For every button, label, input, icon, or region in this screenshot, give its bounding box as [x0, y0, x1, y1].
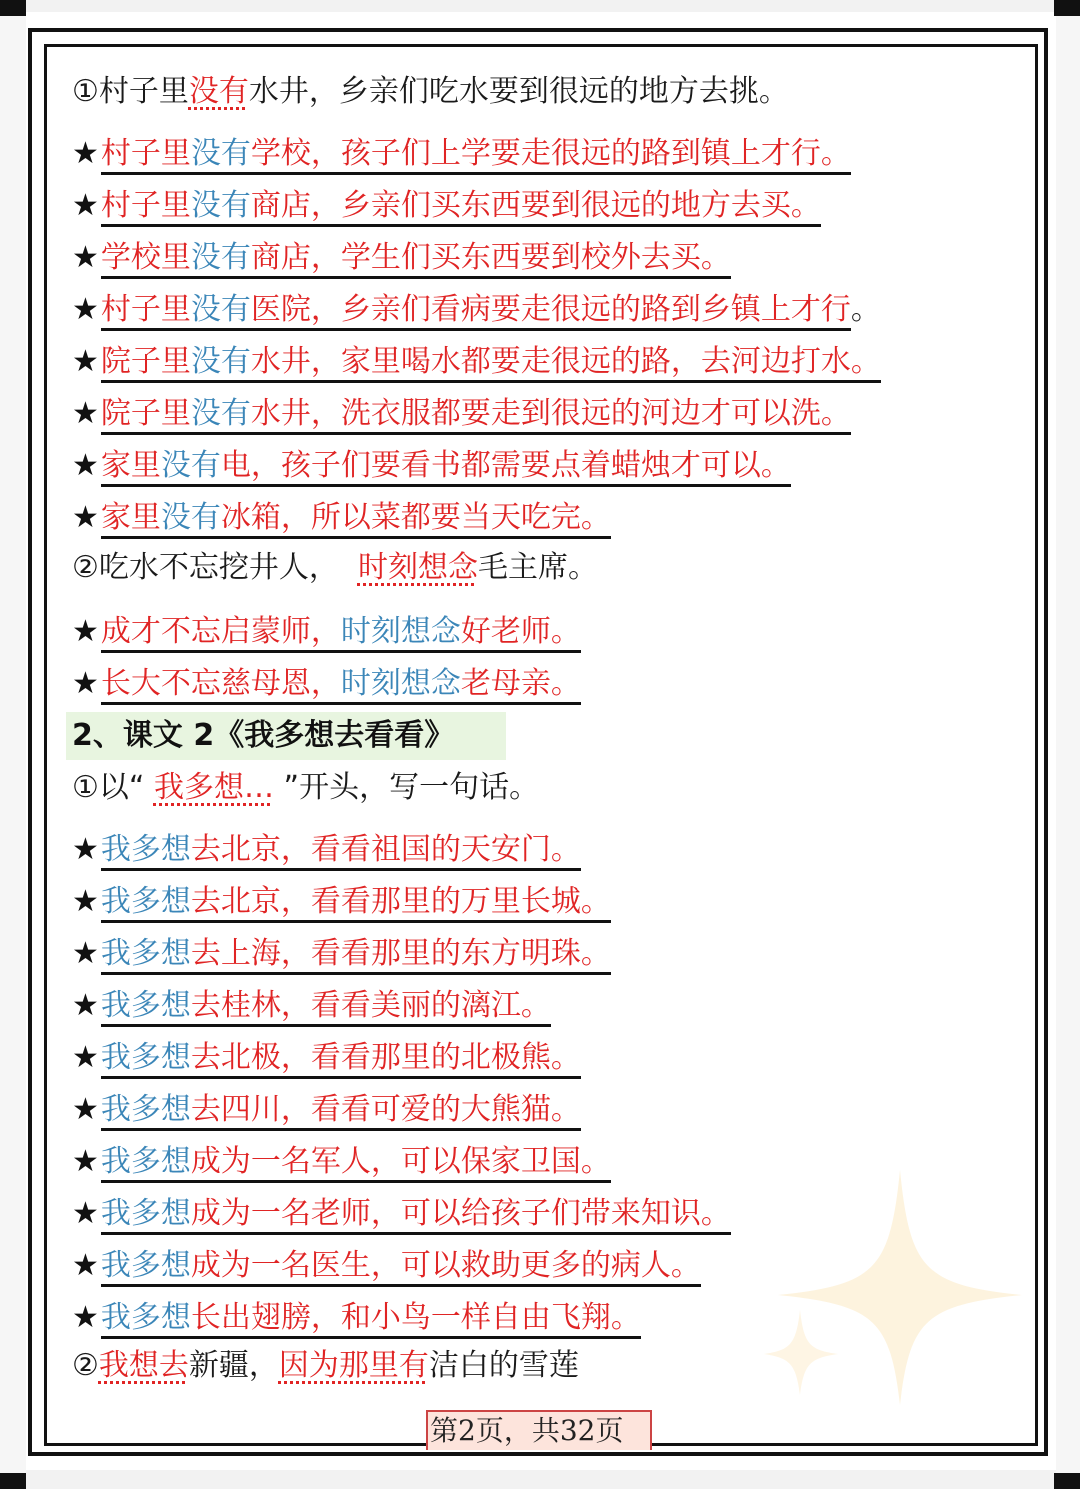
star-icon: ★ [72, 666, 99, 701]
keyword: 没有 [190, 240, 251, 275]
page-edge-left [0, 0, 26, 1489]
example-sentence [72, 1038, 581, 1078]
example-sentence [72, 934, 611, 974]
example-sentence [72, 664, 581, 704]
star-icon: ★ [72, 1248, 99, 1283]
keyword: 我多想 [100, 1196, 191, 1231]
example-sentence [72, 446, 791, 486]
keyword: 我多想 [100, 884, 191, 919]
star-icon: ★ [72, 1092, 99, 1127]
example-sentence [72, 290, 881, 330]
sentence-part: 长出翅膀，和小鸟一样自由飞翔。 [190, 1300, 641, 1335]
sentence-part: 冰箱，所以菜都要当天吃完。 [220, 500, 611, 535]
exercise-prompt-1 [72, 72, 789, 112]
sentence-part: 成为一名军人，可以保家卫国。 [190, 1144, 611, 1179]
sentence-part: 医院，乡亲们看病要走很远的路到乡镇上才行 [250, 292, 851, 327]
keyword: 没有 [190, 136, 251, 171]
keyword: 没有 [190, 344, 251, 379]
star-icon: ★ [72, 1144, 99, 1179]
keyword: 没有 [190, 292, 251, 327]
exercise-prompt-3 [72, 768, 539, 808]
example-sentence [72, 186, 821, 226]
example-sentence [72, 498, 611, 538]
keyword: 我多想 [100, 1144, 191, 1179]
sentence-part: 院子里 [100, 344, 191, 379]
page-edge-bottom [0, 1470, 1080, 1489]
star-icon: ★ [72, 936, 99, 971]
sentence-part: 老母亲。 [460, 666, 581, 701]
sentence-part: 学校里 [100, 240, 191, 275]
corner-mark [0, 0, 26, 16]
example-sentence [72, 134, 851, 174]
keyword: 没有 [160, 500, 221, 535]
exercise-prompt-2 [72, 548, 598, 588]
sentence-part: 长大不忘慈母恩， [100, 666, 341, 701]
prompt-text: ①以“ [72, 770, 145, 805]
keyword: 我多想 [100, 1092, 191, 1127]
star-icon: ★ [72, 988, 99, 1023]
sentence-part: 家里 [100, 500, 161, 535]
example-sentence [72, 394, 851, 434]
keyword: 因为那里有 [278, 1348, 429, 1383]
example-sentence [72, 1246, 701, 1286]
sentence-part: 去北京，看看那里的万里长城。 [190, 884, 611, 919]
star-icon: ★ [72, 188, 99, 223]
sparkle-decoration [760, 1160, 1030, 1410]
keyword: 我多想 [100, 1248, 191, 1283]
star-icon: ★ [72, 614, 99, 649]
sentence-part: 去四川，看看可爱的大熊猫。 [190, 1092, 581, 1127]
prompt-text: 水井，乡亲们吃水要到很远的地方去挑。 [248, 74, 789, 109]
sentence-part: 成才不忘启蒙师， [100, 614, 341, 649]
keyword: 没有 [188, 74, 249, 109]
prompt-text: ② [72, 1348, 99, 1383]
star-icon: ★ [72, 500, 99, 535]
sentence-part: 商店，学生们买东西要到校外去买。 [250, 240, 731, 275]
corner-mark [1054, 1473, 1080, 1489]
keyword: 我多想 [100, 1040, 191, 1075]
keyword: 我想去 [98, 1348, 189, 1383]
corner-mark [0, 1473, 26, 1489]
sentence-part: 院子里 [100, 396, 191, 431]
star-icon: ★ [72, 344, 99, 379]
example-sentence [72, 830, 581, 870]
prompt-text: ①村子里 [72, 74, 189, 109]
page-number: 第2页，共32页 [430, 1414, 624, 1447]
corner-mark [1054, 0, 1080, 16]
star-icon: ★ [72, 292, 99, 327]
example-sentence [72, 882, 611, 922]
sentence-part: 学校，孩子们上学要走很远的路到镇上才行。 [250, 136, 851, 171]
sentence-part: 成为一名医生，可以救助更多的病人。 [190, 1248, 701, 1283]
prompt-text: 新疆， [188, 1348, 279, 1383]
example-sentence [72, 1194, 731, 1234]
prompt-text: ②吃水不忘挖井人， [72, 550, 339, 585]
keyword: 我多想… [153, 770, 274, 805]
star-icon: ★ [72, 396, 99, 431]
star-icon: ★ [72, 1196, 99, 1231]
sentence-part: 去北京，看看祖国的天安门。 [190, 832, 581, 867]
sentence-part: 家里 [100, 448, 161, 483]
page-edge-top [0, 0, 1080, 12]
sentence-part: 村子里 [100, 136, 191, 171]
section-heading: 2、课文 2《我多想去看看》 [72, 718, 455, 753]
keyword: 我多想 [100, 988, 191, 1023]
example-sentence [72, 1298, 641, 1338]
sentence-part: 去上海，看看那里的东方明珠。 [190, 936, 611, 971]
star-icon: ★ [72, 884, 99, 919]
example-sentence [72, 342, 881, 382]
sentence-part: 村子里 [100, 292, 191, 327]
prompt-text: ”开头，写一句话。 [283, 770, 540, 805]
prompt-text: 毛主席。 [477, 550, 598, 585]
exercise-prompt-4 [72, 1346, 579, 1386]
sentence-part: 成为一名老师，可以给孩子们带来知识。 [190, 1196, 731, 1231]
star-icon: ★ [72, 448, 99, 483]
keyword: 没有 [160, 448, 221, 483]
star-icon: ★ [72, 832, 99, 867]
star-icon: ★ [72, 1300, 99, 1335]
sentence-part: 电，孩子们要看书都需要点着蜡烛才可以。 [220, 448, 791, 483]
sentence-part: 水井，家里喝水都要走很远的路，去河边打水。 [250, 344, 881, 379]
star-icon: ★ [72, 240, 99, 275]
keyword: 我多想 [100, 1300, 191, 1335]
keyword: 时刻想念 [340, 614, 461, 649]
keyword: 时刻想念 [357, 550, 478, 585]
sentence-part: 商店，乡亲们买东西要到很远的地方去买。 [250, 188, 821, 223]
sentence-part: 好老师。 [460, 614, 581, 649]
sentence-end: 。 [850, 292, 881, 327]
sentence-part: 去北极，看看那里的北极熊。 [190, 1040, 581, 1075]
keyword: 我多想 [100, 832, 191, 867]
star-icon: ★ [72, 136, 99, 171]
example-sentence [72, 1142, 611, 1182]
example-sentence [72, 986, 551, 1026]
example-sentence [72, 612, 581, 652]
page-edge-right [1056, 0, 1080, 1489]
keyword: 我多想 [100, 936, 191, 971]
star-icon: ★ [72, 1040, 99, 1075]
prompt-text: 洁白的雪莲 [428, 1348, 579, 1383]
sentence-part: 水井，洗衣服都要走到很远的河边才可以洗。 [250, 396, 851, 431]
example-sentence [72, 1090, 581, 1130]
keyword: 没有 [190, 188, 251, 223]
sentence-part: 村子里 [100, 188, 191, 223]
sentence-part: 去桂林，看看美丽的漓江。 [190, 988, 551, 1023]
example-sentence [72, 238, 731, 278]
keyword: 时刻想念 [340, 666, 461, 701]
keyword: 没有 [190, 396, 251, 431]
